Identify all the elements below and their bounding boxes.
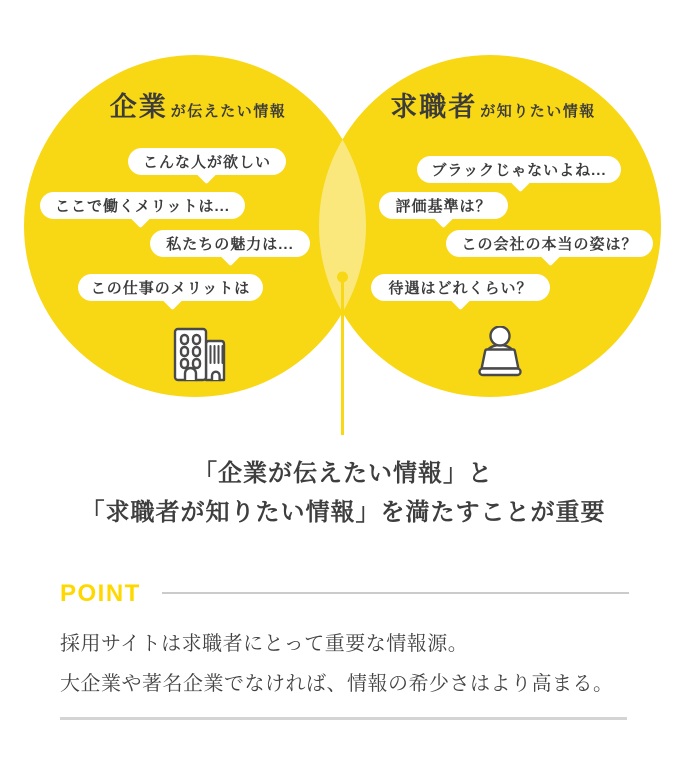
speech-bubble: 評価基準は？ bbox=[379, 192, 508, 219]
conclusion-text bbox=[0, 454, 686, 532]
point-heading: POINT bbox=[60, 580, 141, 607]
building-icon bbox=[171, 326, 229, 382]
job-seeker-icon bbox=[477, 326, 523, 378]
speech-bubble: ここで働くメリットは... bbox=[40, 192, 245, 219]
left-title-rest: が伝えたい情報 bbox=[170, 103, 287, 120]
speech-bubble: こんな人が欲しい bbox=[128, 148, 286, 175]
left-circle-title bbox=[110, 94, 287, 121]
conclusion-line1: 「企業が伝えたい情報」と bbox=[193, 460, 493, 487]
right-title-emphasis: 求職者 bbox=[390, 92, 478, 122]
point-rule bbox=[162, 592, 629, 594]
bottom-divider bbox=[60, 717, 627, 720]
speech-bubble: この会社の本当の姿は？ bbox=[446, 230, 653, 257]
speech-bubble: ブラックじゃないよね... bbox=[417, 156, 621, 183]
speech-bubble: 待遇はどれくらい？ bbox=[371, 274, 550, 301]
connector-dot bbox=[337, 272, 348, 283]
right-title-rest: が知りたい情報 bbox=[480, 103, 596, 120]
speech-bubble: 私たちの魅力は... bbox=[150, 230, 310, 257]
point-body-line1: 採用サイトは求職者にとって重要な情報源。 bbox=[60, 633, 469, 655]
point-body-line2: 大企業や著名企業でなければ、情報の希少さはより高まる。 bbox=[60, 673, 614, 695]
conclusion-line2: 「求職者が知りたい情報」を満たすことが重要 bbox=[80, 499, 606, 526]
point-body bbox=[60, 624, 640, 704]
speech-bubble: この仕事のメリットは bbox=[78, 274, 263, 301]
right-circle-title bbox=[390, 94, 596, 121]
left-title-emphasis: 企業 bbox=[109, 92, 168, 122]
